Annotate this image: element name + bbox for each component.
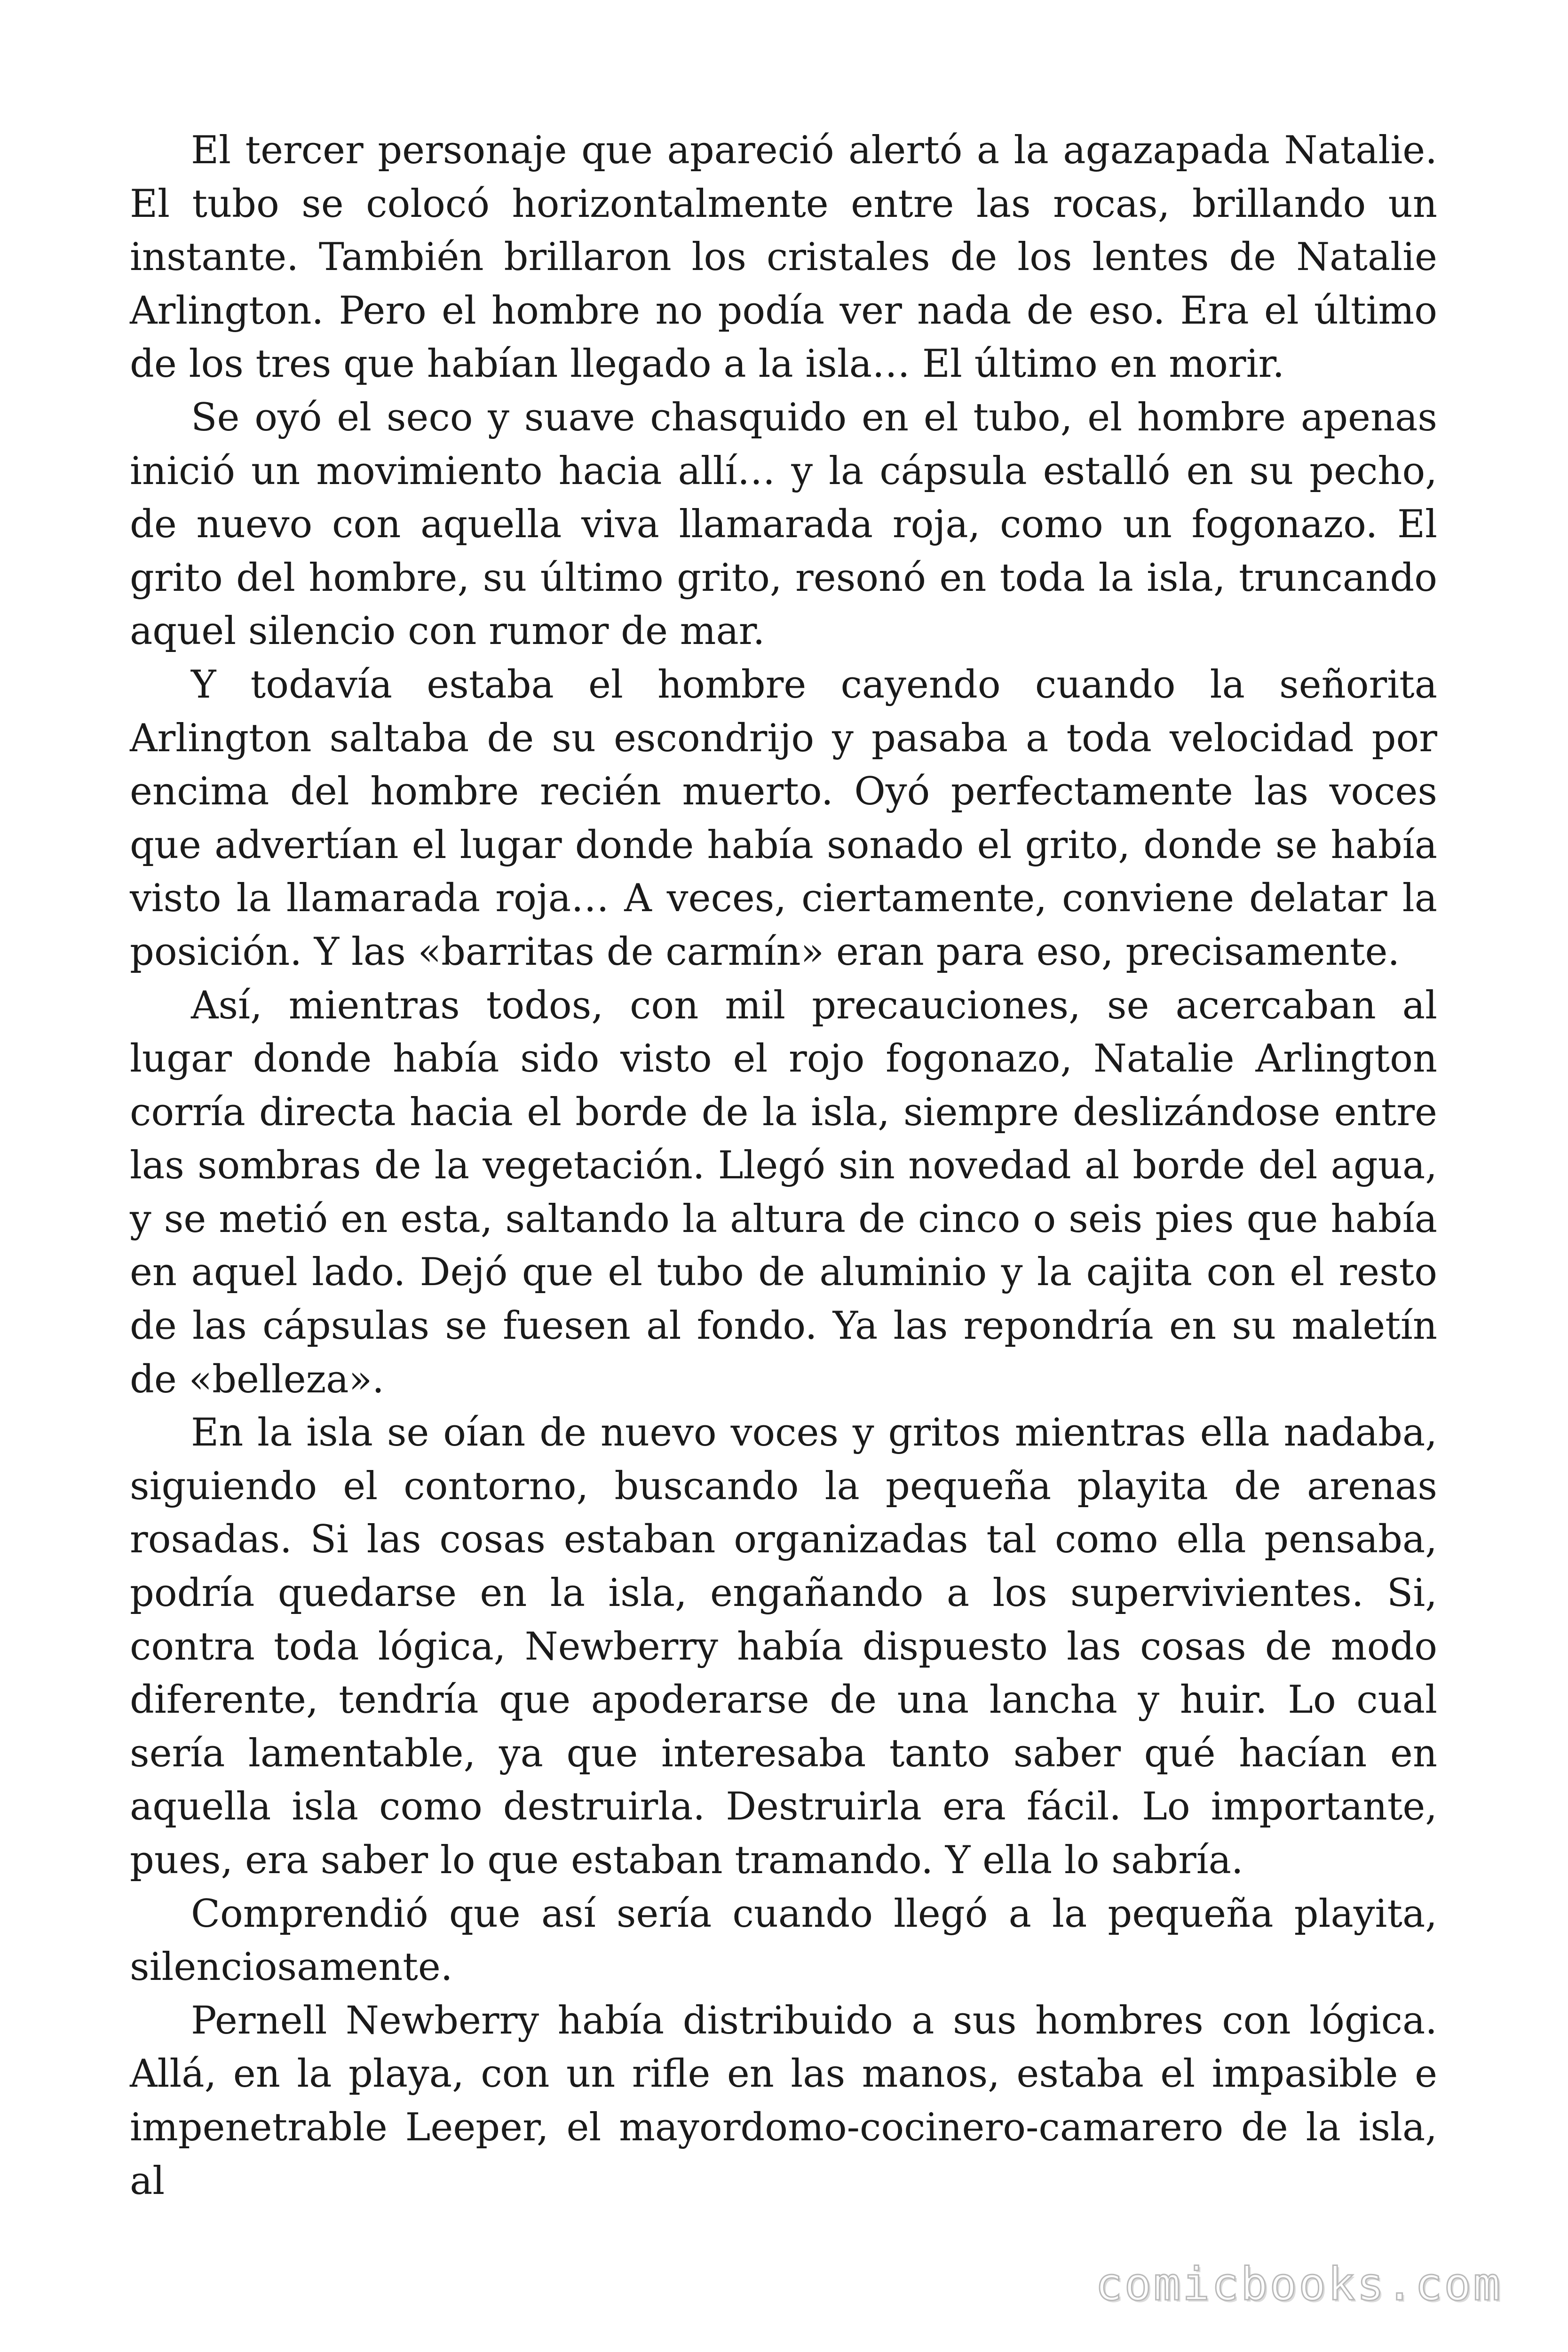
paragraph: Pernell Newberry había distribuido a sus hombres con lógica. Allá, en la playa, con un rifle en las manos, estaba el impasible e impenetrable Leeper, el mayordomo-cocinero-camarero de la isla, al [130,1998,1437,2203]
paragraph: El tercer personaje que apareció alertó a la agazapada Natalie. El tubo se colocó horizontalmente entre las rocas, brillando un instante. También brillaron los cristales de los lentes de Natalie Arlington. Pero el hombre no podía ver nada de eso. Era el último de los tres que habían llegado a la isla… El último en morir. [130,128,1437,387]
paragraph: Se oyó el seco y suave chasquido en el tubo, el hombre apenas inició un movimiento hacia allí… y la cápsula estalló en su pecho, de nuevo con aquella viva llamarada roja, como un fogonazo. El grito del hombre, su último grito, resonó en toda la isla, truncando aquel silencio con rumor de mar. [130,395,1437,654]
paragraph: Comprendió que así sería cuando llegó a la pequeña playita, silenciosamente. [130,1891,1437,1990]
body-text [130,124,1437,2208]
paragraph: Así, mientras todos, con mil precauciones, se acercaban al lugar donde había sido visto el rojo fogonazo, Natalie Arlington corría directa hacia el borde de la isla, siempre deslizándose entre las sombras de la vegetación. Llegó sin novedad al borde del agua, y se metió en esta, saltando la altura de cinco o seis pies que había en aquel lado. Dejó que el tubo de aluminio y la cajita con el resto de las cápsulas se fuesen al fondo. Ya las repondría en su maletín de «belleza». [130,983,1437,1402]
paragraph: En la isla se oían de nuevo voces y gritos mientras ella nadaba, siguiendo el contorno, buscando la pequeña playita de arenas rosadas. Si las cosas estaban organizadas tal como ella pensaba, podría quedarse en la isla, engañando a los supervivientes. Si, contra toda lógica, Newberry había dispuesto las cosas de modo diferente, tendría que apoderarse de una lancha y huir. Lo cual sería lamentable, ya que interesaba tanto saber qué hacían en aquella isla como destruirla. Destruirla era fácil. Lo importante, pues, era saber lo que estaban tramando. Y ella lo sabría. [130,1411,1437,1883]
watermark-logo: comicbooks.com [1095,2258,1502,2311]
paragraph: Y todavía estaba el hombre cayendo cuando la señorita Arlington saltaba de su escondrijo y pasaba a toda velocidad por encima del hombre recién muerto. Oyó perfectamente las voces que advertían el lugar donde había sonado el grito, donde se había visto la llamarada roja… A veces, ciertamente, conviene delatar la posición. Y las «barritas de carmín» eran para eso, precisamente. [130,662,1437,974]
